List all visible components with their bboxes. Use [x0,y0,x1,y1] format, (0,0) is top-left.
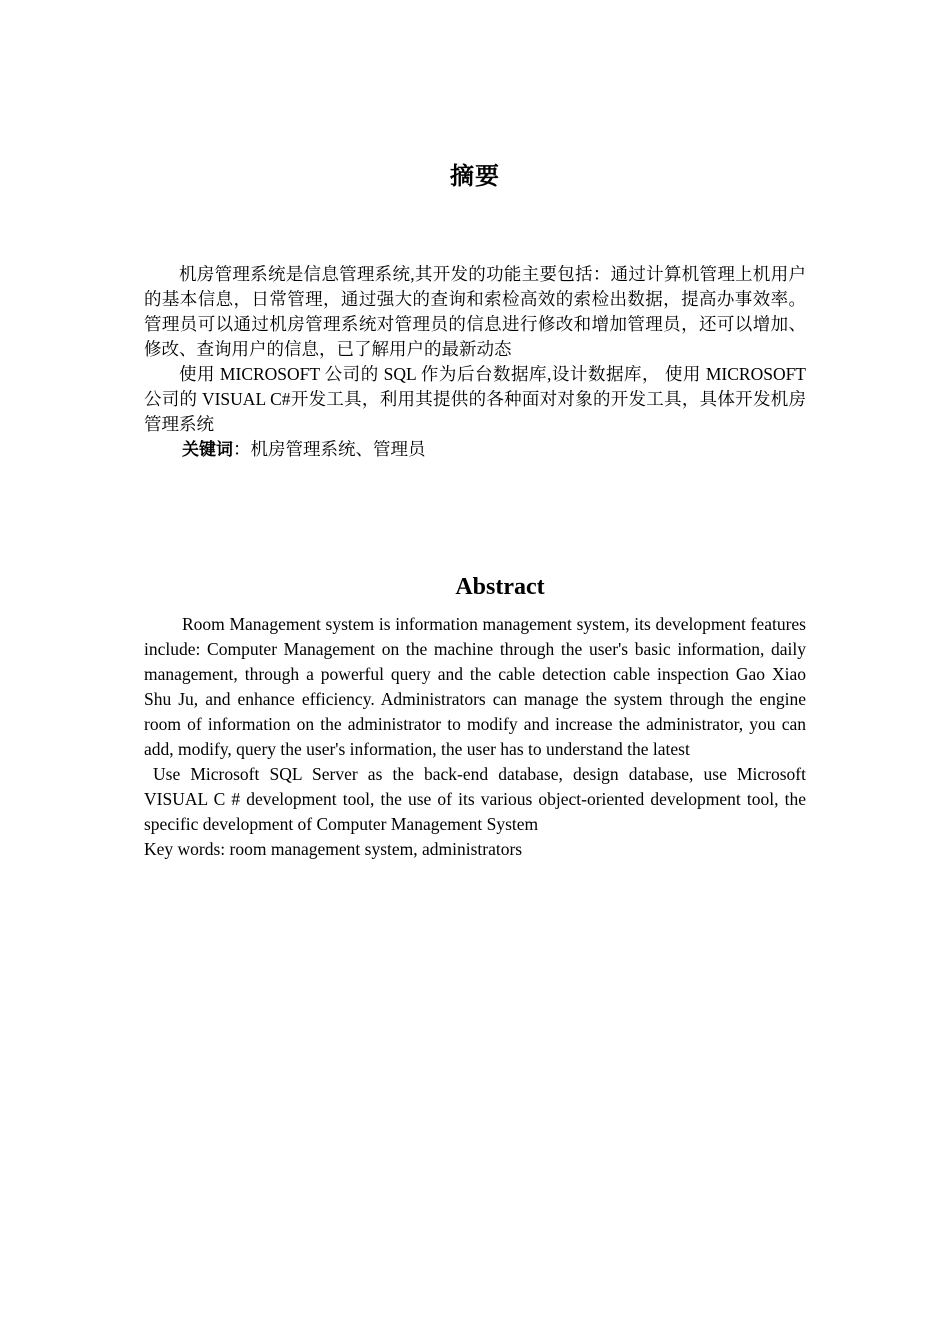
chinese-keywords [144,437,806,463]
english-abstract-body [144,612,806,862]
english-abstract-title: Abstract [455,574,545,600]
english-abstract-paragraph-1: Room Management system is information management system, its development features include: Computer Management on the machine through the user's basic information, daily management, through a powerful query and the cable detection cable inspection Gao Xiao Shu Ju, and enhance efficiency. Administrators can manage the system through the engine room of information on the administrator to modify and increase the administrator, you can add, modify, query the user's information, the user has to understand the latest [144,614,806,759]
chinese-abstract-body [144,262,806,463]
chinese-keywords-label: 关键词 [182,440,233,460]
english-abstract-paragraph-2: Use Microsoft SQL Server as the back-end database, design database, use Microsoft VISUAL C # development tool, the use of its various object-oriented development tool, the specific development of Computer Management System [144,764,806,834]
chinese-abstract-title: 摘要 [450,164,500,190]
chinese-keywords-value: 机房管理系统、管理员 [250,439,426,459]
chinese-abstract-paragraph-1: 机房管理系统是信息管理系统,其开发的功能主要包括：通过计算机管理上机用户的基本信息，日常管理，通过强大的查询和索检高效的索检出数据，提高办事效率。管理员可以通过机房管理系统对管理员的信息进行修改和增加管理员，还可以增加、修改、查询用户的信息，已了解用户的最新动态 [144,264,806,359]
chinese-keywords-separator: ： [233,439,251,459]
chinese-abstract-paragraph-2: 使用 MICROSOFT 公司的 SQL 作为后台数据库,设计数据库， 使用 MICROSOFT 公司的 VISUAL C#开发工具，利用其提供的各种面对对象的开发工具，具体开发机房管理系统 [144,364,806,434]
english-keywords: Key words: room management system, administrators [144,839,523,859]
